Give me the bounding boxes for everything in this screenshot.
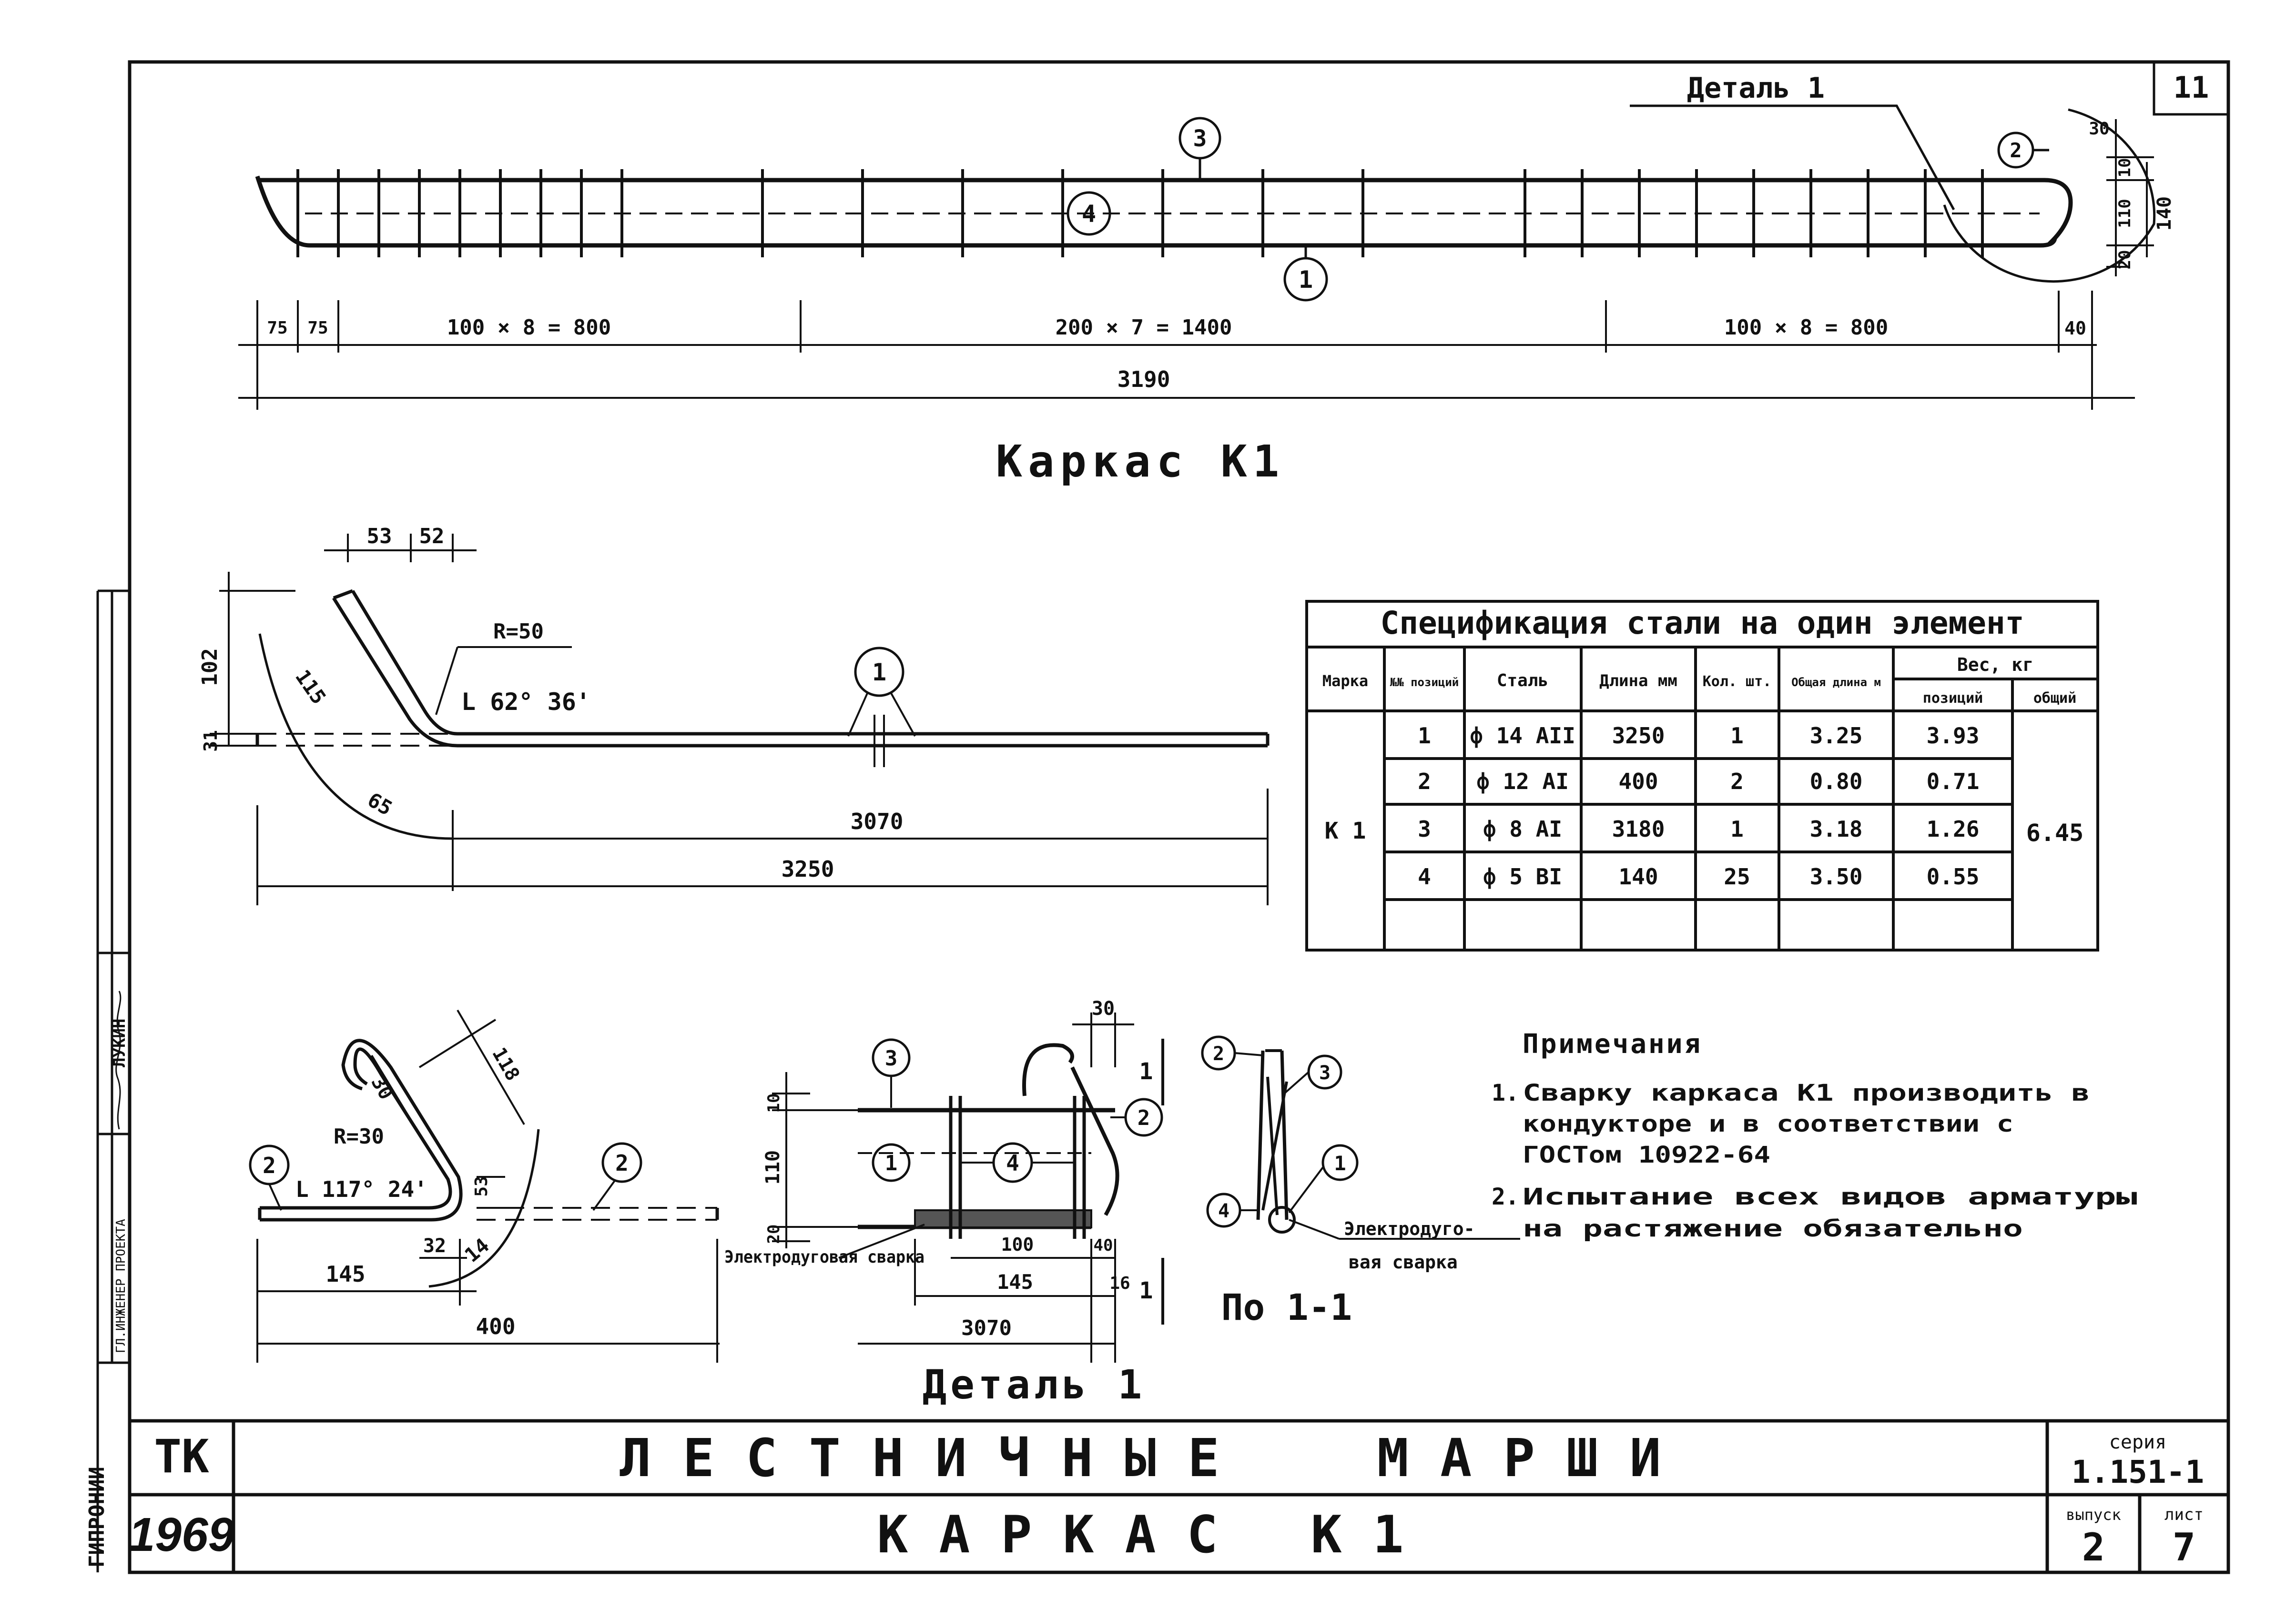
marks-top	[1068, 118, 2049, 300]
spec-h-steel: Сталь	[1496, 671, 1549, 690]
det1-d10: 10	[764, 1093, 783, 1113]
issue-value: 2	[2082, 1525, 2105, 1569]
spec-cell-qty: 2	[1730, 769, 1744, 794]
spec-cell-pos: 3	[1418, 816, 1431, 842]
spec-cell-length: 140	[1618, 864, 1658, 890]
spec-title: Спецификация стали на один элемент	[1380, 605, 2024, 641]
spec-cell-length: 3180	[1612, 816, 1665, 842]
note2-l1: Испытание всех видов арматуры	[1523, 1184, 2138, 1210]
mark-top-2: 2	[2010, 139, 2022, 162]
sheet-label: лист	[2164, 1505, 2204, 1524]
spec-h-total: Общая длина м	[1791, 676, 1881, 689]
sec-mark-2: 2	[1212, 1043, 1225, 1065]
issue-label: выпуск	[2066, 1506, 2121, 1524]
sec-caption: По 1-1	[1221, 1286, 1352, 1328]
det1-d40: 40	[1093, 1236, 1113, 1255]
bar1-angle: L 62° 36'	[461, 688, 590, 716]
bar2-d30: 30	[366, 1073, 397, 1104]
title-sub: К А Р К А С К 1	[877, 1505, 1404, 1565]
det1-d145: 145	[997, 1270, 1033, 1294]
det1-d3070: 3070	[961, 1316, 1012, 1340]
sec-mark-3: 3	[1319, 1062, 1331, 1084]
det1-mark-4: 4	[1006, 1150, 1019, 1176]
notes-heading: Примечания	[1523, 1029, 1703, 1060]
spec-cell-total_len: 0.80	[1809, 769, 1863, 794]
bar1-len3070: 3070	[850, 809, 904, 834]
dim-h10: 10	[2115, 158, 2134, 178]
spec-h-wtotal: общий	[2033, 690, 2077, 707]
spec-cell-steel: ф 14 АII	[1470, 723, 1575, 749]
spec-cell-steel: ф 8 АI	[1483, 816, 1563, 842]
dim-seg2: 200 × 7 = 1400	[1055, 315, 1232, 340]
spec-cell-qty: 1	[1730, 816, 1744, 842]
stamp-name: ЛУКИН	[110, 1018, 129, 1067]
det1-mark-3: 3	[884, 1046, 898, 1071]
bar1-len3250: 3250	[781, 856, 834, 882]
bar2-d118: 118	[488, 1043, 524, 1085]
title-org: ТК	[154, 1430, 209, 1483]
bar1-shape	[334, 598, 1268, 746]
stamp-org: ГИПРОНИИ	[85, 1467, 109, 1568]
dims-top	[238, 119, 2154, 410]
bar1-d65: 65	[364, 788, 396, 820]
sheet-value: 7	[2172, 1525, 2196, 1569]
bar2-mark-left: 2	[263, 1153, 276, 1178]
spec-cell-pos: 4	[1418, 864, 1431, 890]
note1-l2: кондукторе и в соответствии с	[1523, 1111, 2013, 1137]
sheet-frame	[130, 62, 2228, 1572]
spec-cell-weight: 1.26	[1926, 816, 1980, 842]
spec-cell-length: 3250	[1612, 723, 1665, 749]
spec-cell-qty: 1	[1730, 723, 1744, 749]
det1-d30: 30	[1091, 998, 1115, 1020]
det1-cut-bottom: 1	[1139, 1277, 1153, 1304]
det1-d100: 100	[1001, 1234, 1034, 1255]
note2-num: 2.	[1492, 1184, 1519, 1210]
spec-cell-steel: ф 5 ВI	[1483, 864, 1563, 890]
sheet-number: 11	[2173, 70, 2209, 105]
spec-h-wpos: позиций	[1922, 690, 1983, 707]
bar2-d53: 53	[472, 1176, 491, 1197]
det1-d20: 20	[764, 1224, 783, 1244]
spec-cell-pos: 1	[1418, 723, 1431, 749]
spec-cell-length: 400	[1618, 769, 1658, 794]
sec-mark-4: 4	[1218, 1200, 1230, 1222]
detail1-drawing	[772, 1013, 1163, 1363]
bar2-d14: 14	[460, 1233, 494, 1267]
dim-h20: 20	[2115, 250, 2134, 270]
bar1-d102: 102	[198, 648, 222, 686]
det1-d110: 110	[762, 1150, 784, 1185]
section-drawing	[1202, 1037, 1520, 1239]
detail-leader	[1630, 106, 1954, 210]
dim-75a: 75	[267, 318, 288, 338]
spec-cell-pos: 2	[1418, 769, 1431, 794]
dim-total: 3190	[1117, 366, 1170, 392]
bar2-d400: 400	[476, 1314, 516, 1339]
series-value: 1.151-1	[2071, 1454, 2205, 1490]
dim-75b: 75	[307, 318, 328, 338]
detail-callout: Деталь 1	[1687, 71, 1825, 105]
spec-h-pos: №№ позиций	[1390, 676, 1459, 689]
caption-karkas: Каркас К1	[996, 436, 1285, 487]
bar2-radius: R=30	[334, 1124, 384, 1149]
sec-mark-1: 1	[1334, 1152, 1346, 1175]
spec-cell-weight: 0.55	[1926, 864, 1980, 890]
mark-top-1: 1	[1298, 266, 1313, 294]
spec-h-weight: Вес, кг	[1957, 654, 2034, 675]
bar1-d52: 52	[419, 524, 445, 548]
spec-h-mark: Марка	[1322, 672, 1369, 690]
spec-cell-steel: ф 12 АI	[1476, 769, 1569, 794]
series-label: серия	[2109, 1431, 2167, 1453]
note1-num: 1.	[1492, 1080, 1519, 1106]
dim-h30: 30	[2089, 119, 2110, 139]
bar1-radius: R=50	[493, 619, 544, 644]
spec-h-length: Длина мм	[1599, 671, 1677, 690]
spec-element-mark: К 1	[1324, 818, 1366, 844]
bar1-drawing	[210, 534, 1268, 905]
bar1-d31: 31	[200, 730, 221, 752]
bar1-mark: 1	[872, 658, 887, 686]
dim-seg1: 100 × 8 = 800	[447, 315, 611, 340]
mark-top-4: 4	[1081, 200, 1097, 228]
sec-weld-2: вая сварка	[1349, 1252, 1458, 1273]
bar2-d145: 145	[325, 1261, 366, 1287]
spec-rows	[1418, 723, 1979, 890]
note1-l1: Сварку каркаса К1 производить в	[1523, 1080, 2090, 1106]
spec-cell-total_len: 3.25	[1809, 723, 1863, 749]
dim-seg3: 100 × 8 = 800	[1724, 315, 1889, 340]
det1-caption: Деталь 1	[922, 1361, 1146, 1408]
note1-l3: ГОСТом 10922-64	[1523, 1142, 1770, 1168]
dim-40: 40	[2064, 318, 2086, 339]
sec-weld-1: Электродуго-	[1344, 1218, 1475, 1239]
spec-cell-total_len: 3.18	[1809, 816, 1863, 842]
spec-cell-qty: 25	[1724, 864, 1750, 890]
bar2-d32: 32	[423, 1235, 447, 1257]
spec-cell-weight: 3.93	[1926, 723, 1980, 749]
mark-top-3: 3	[1193, 125, 1207, 152]
dim-h140: 140	[2154, 196, 2175, 231]
bar1-d115: 115	[291, 665, 331, 709]
stamp-role: ГЛ.ИНЖЕНЕР ПРОЕКТА	[114, 1219, 128, 1353]
det1-weld: Электродуговая сварка	[724, 1247, 924, 1267]
det1-cut-top: 1	[1139, 1058, 1153, 1085]
bar2-mark-right: 2	[615, 1150, 629, 1176]
det1-mark-2: 2	[1137, 1106, 1150, 1130]
dim-h110: 110	[2115, 199, 2134, 228]
bar1-d53: 53	[366, 524, 392, 548]
spec-total-weight: 6.45	[2026, 819, 2084, 847]
title-main: Л Е С Т Н И Ч Н Ы Е М А Р Ш И	[620, 1428, 1661, 1488]
title-year: 1969	[128, 1508, 235, 1561]
bar-bottom	[257, 176, 2055, 245]
det1-d16: 16	[1109, 1274, 1130, 1293]
left-stamp	[85, 591, 130, 1572]
bar2-angle: L 117° 24'	[295, 1176, 427, 1202]
spec-h-qty: Кол. шт.	[1702, 673, 1772, 690]
spec-cell-total_len: 3.50	[1809, 864, 1863, 890]
note2-l2: на растяжение обязательно	[1523, 1215, 2023, 1242]
det1-mark-1: 1	[884, 1151, 898, 1175]
spec-cell-weight: 0.71	[1926, 769, 1980, 794]
